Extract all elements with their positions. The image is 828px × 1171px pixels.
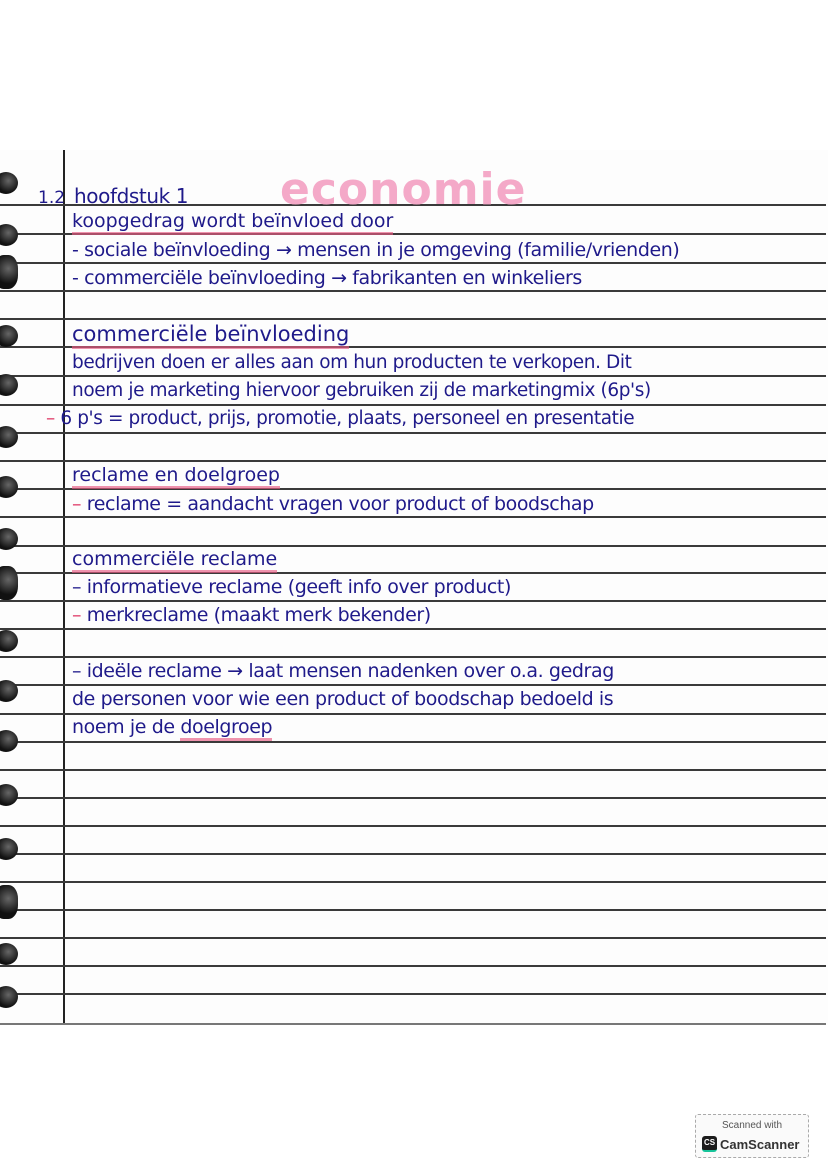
ruled-line bbox=[0, 628, 826, 630]
ruled-line bbox=[0, 937, 826, 939]
binder-hole-icon bbox=[0, 838, 18, 860]
chapter-label: hoofdstuk 1 bbox=[74, 184, 189, 208]
ruled-line bbox=[0, 965, 826, 967]
note-heading: commerciële reclame bbox=[72, 548, 277, 570]
ruled-line bbox=[0, 545, 826, 547]
ruled-line bbox=[0, 375, 826, 377]
ruled-line bbox=[0, 909, 826, 911]
note-line-bullet: – informatieve reclame (geeft info over product) bbox=[72, 576, 511, 598]
note-heading: koopgedrag wordt beïnvloed door bbox=[72, 210, 393, 232]
note-line-bullet: – merkreclame (maakt merk bekender) bbox=[72, 604, 431, 626]
binder-hole-icon bbox=[0, 426, 18, 448]
note-line: noem je de doelgroep bbox=[72, 716, 272, 738]
binder-hole-icon bbox=[0, 986, 18, 1008]
ruled-line bbox=[0, 797, 826, 799]
note-line: noem je marketing hiervoor gebruiken zij de marketingmix (6p's) bbox=[72, 380, 651, 401]
ruled-line bbox=[0, 713, 826, 715]
ruled-line bbox=[0, 656, 826, 658]
note-line: - sociale beïnvloeding → mensen in je omgeving (familie/vrienden) bbox=[72, 239, 680, 261]
note-heading: commerciële beïnvloeding bbox=[72, 322, 349, 346]
pink-dash-icon: – bbox=[46, 408, 61, 429]
ruled-line bbox=[0, 404, 826, 406]
ruled-line bbox=[0, 600, 826, 602]
ruled-line bbox=[0, 741, 826, 743]
margin-line bbox=[63, 150, 65, 1025]
binder-hole-icon bbox=[0, 680, 18, 702]
section-number: 1.2 bbox=[38, 188, 66, 208]
note-line: - commerciële beïnvloeding → fabrikanten en winkeliers bbox=[72, 267, 582, 289]
binder-hole-icon bbox=[0, 730, 18, 752]
ruled-line bbox=[0, 684, 826, 686]
binder-hole-icon bbox=[0, 784, 18, 806]
binder-hole-icon bbox=[0, 374, 18, 396]
ruled-line bbox=[0, 262, 826, 264]
camscanner-watermark: Scanned with CS CamScanner bbox=[695, 1114, 809, 1158]
binder-hole-icon bbox=[0, 255, 18, 289]
page-bottom-edge bbox=[0, 1023, 826, 1025]
note-heading: reclame en doelgroep bbox=[72, 464, 280, 486]
ruled-line bbox=[0, 460, 826, 462]
pink-dash-icon: – bbox=[72, 493, 87, 515]
binder-hole-icon bbox=[0, 630, 18, 652]
ruled-line bbox=[0, 769, 826, 771]
binder-hole-icon bbox=[0, 943, 18, 965]
page-title: economie bbox=[280, 164, 527, 215]
note-line-bullet: – 6 p's = product, prijs, promotie, plaats, personeel en presentatie bbox=[46, 408, 635, 429]
dash-icon: – bbox=[72, 660, 87, 682]
binder-hole-icon bbox=[0, 476, 18, 498]
binder-hole-icon bbox=[0, 224, 18, 246]
ruled-line bbox=[0, 290, 826, 292]
pink-dash-icon: – bbox=[72, 604, 87, 626]
binder-hole-icon bbox=[0, 172, 18, 194]
note-line-bullet: – ideële reclame → laat mensen nadenken over o.a. gedrag bbox=[72, 660, 614, 682]
binder-hole-icon bbox=[0, 885, 18, 919]
note-line-bullet: – reclame = aandacht vragen voor product of boodschap bbox=[72, 493, 594, 515]
ruled-line bbox=[0, 853, 826, 855]
ruled-line bbox=[0, 881, 826, 883]
notebook-page bbox=[0, 150, 828, 1025]
binder-hole-icon bbox=[0, 528, 18, 550]
ruled-line bbox=[0, 825, 826, 827]
dash-icon: – bbox=[72, 576, 87, 598]
binder-hole-icon bbox=[0, 566, 18, 600]
ruled-line bbox=[0, 516, 826, 518]
camscanner-logo-icon: CS bbox=[702, 1136, 717, 1152]
note-line: bedrijven doen er alles aan om hun producten te verkopen. Dit bbox=[72, 352, 632, 373]
binder-hole-icon bbox=[0, 325, 18, 347]
note-line: de personen voor wie een product of boodschap bedoeld is bbox=[72, 688, 614, 710]
ruled-line bbox=[0, 318, 826, 320]
ruled-line bbox=[0, 432, 826, 434]
ruled-line bbox=[0, 993, 826, 995]
